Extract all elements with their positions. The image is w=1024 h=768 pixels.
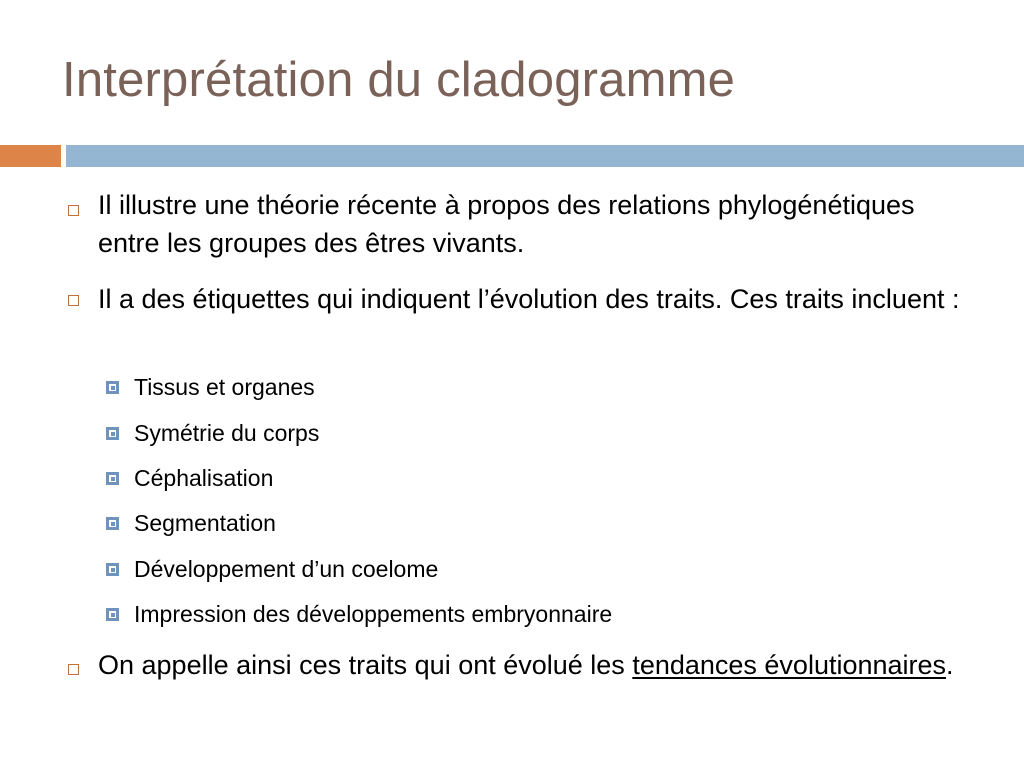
bullet-item: Il illustre une théorie récente à propos des relations phylogénétiques entre les groupes des êtres vivants. [98, 190, 915, 258]
title-accent-bar [0, 145, 61, 167]
filled-square-bullet-icon [106, 608, 119, 621]
sub-bullet-item: Impression des développements embryonnaire [134, 601, 613, 627]
sub-bullet-item: Segmentation [134, 510, 276, 536]
bullet-item: Il a des étiquettes qui indiquent l’évolution des traits. Ces traits incluent : [98, 284, 960, 314]
filled-square-bullet-icon [106, 517, 119, 530]
sub-bullet-item: Tissus et organes [134, 374, 315, 400]
title-divider-bar [66, 145, 1024, 167]
filled-square-bullet-icon [106, 472, 119, 485]
filled-square-bullet-icon [106, 563, 119, 576]
sub-bullet-item: Céphalisation [134, 465, 274, 491]
sub-bullet-item: Développement d’un coelome [134, 556, 439, 582]
slide-title: Interprétation du cladogramme [62, 53, 736, 107]
filled-square-bullet-icon [106, 381, 119, 394]
sub-bullet-item: Symétrie du corps [134, 420, 320, 446]
bullet-item [98, 646, 978, 684]
square-bullet-icon [68, 664, 79, 675]
underlined-term: tendances évolutionnaires [632, 650, 947, 680]
bullet-text-end: . [946, 650, 954, 680]
bullet-text: On appelle ainsi ces traits qui ont évolué les [98, 650, 633, 680]
filled-square-bullet-icon [106, 427, 119, 440]
square-bullet-icon [68, 295, 79, 306]
square-bullet-icon [68, 205, 79, 216]
